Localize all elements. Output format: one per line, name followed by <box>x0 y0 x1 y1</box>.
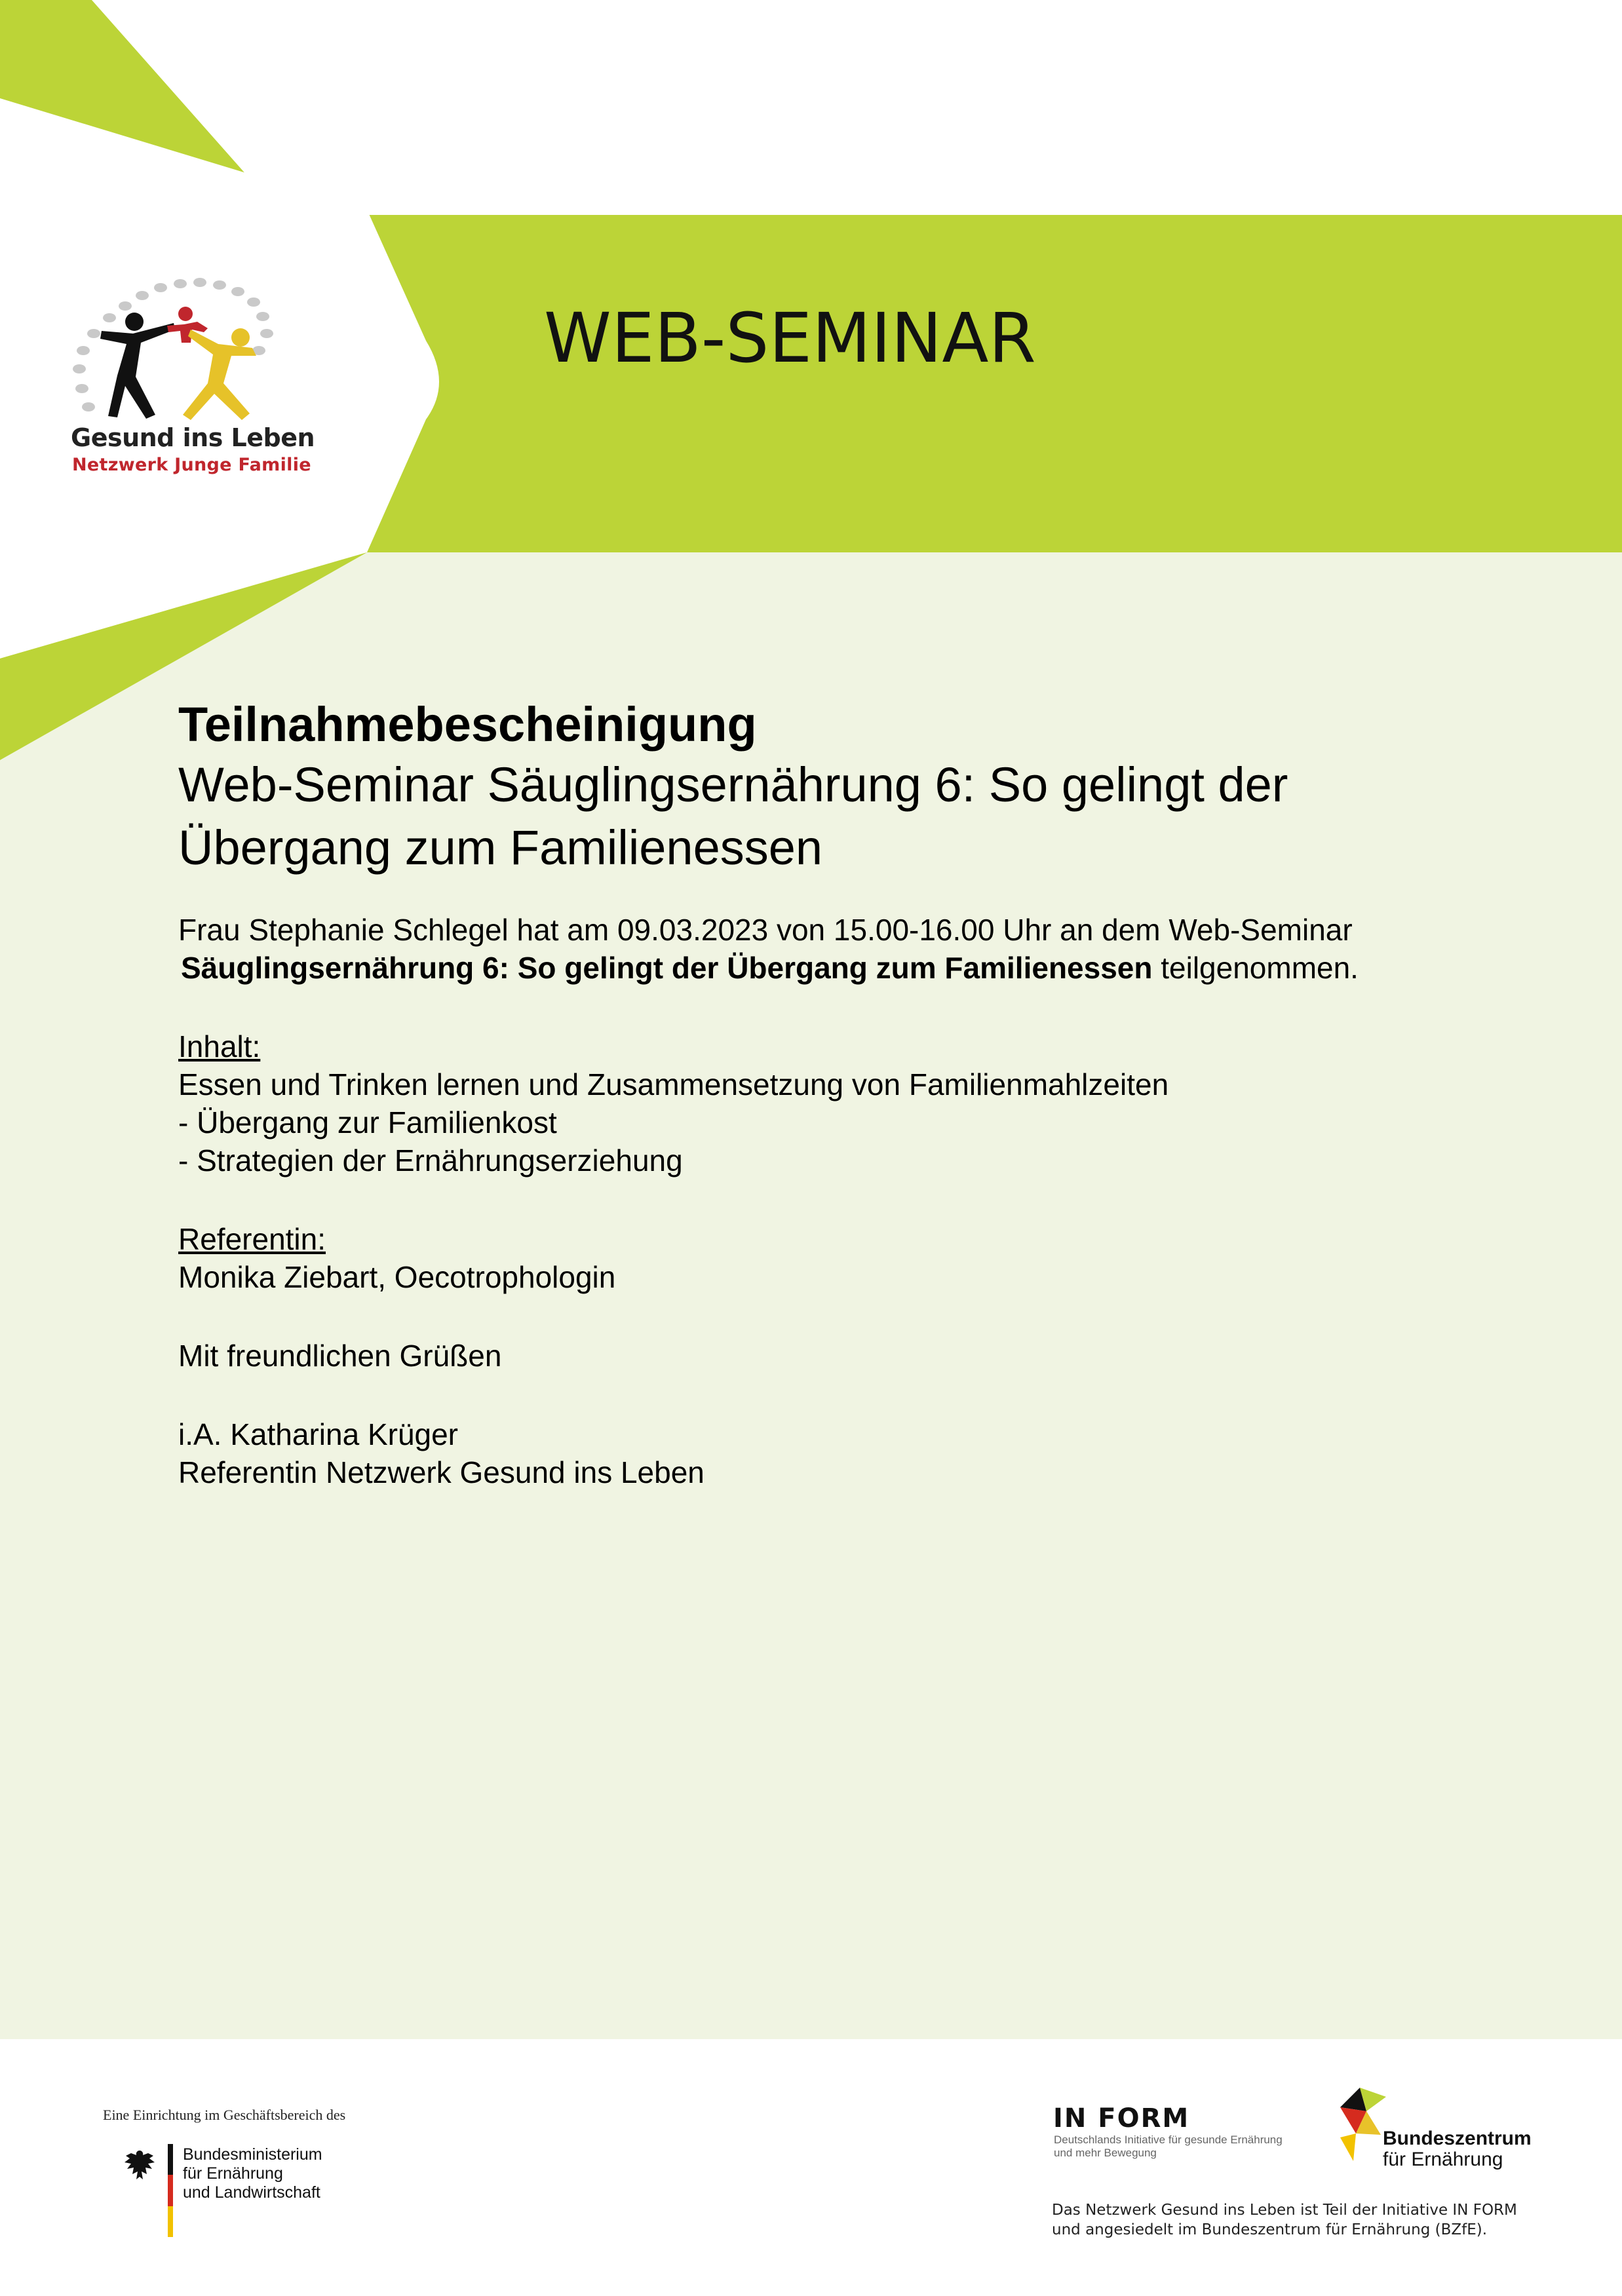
signature-section <box>178 1415 1489 1491</box>
attendance-statement <box>178 911 1489 987</box>
speaker-section <box>178 1220 1489 1296</box>
network-note-line-2: und angesiedelt im Bundeszentrum für Ernährung (BZfE). <box>1052 2221 1488 2238</box>
ministry-line-1: Bundesministerium <box>183 2145 322 2164</box>
content-label: Inhalt: <box>178 1029 261 1063</box>
speaker-name: Monika Ziebart, Oecotrophologin <box>178 1260 616 1294</box>
ministry-name <box>183 2145 322 2202</box>
seminar-title-line-2: Übergang zum Familienessen <box>178 820 823 875</box>
attendance-line-1: Frau Stephanie Schlegel hat am 09.03.2023 von 15.00-16.00 Uhr an dem Web-Seminar <box>178 913 1353 947</box>
federal-eagle-icon <box>123 2148 156 2185</box>
speaker-label: Referentin: <box>178 1222 326 1256</box>
logo-subtitle: Netzwerk Junge Familie <box>72 455 311 475</box>
seminar-name: Säuglingsernährung 6: So gelingt der Übergang zum Familienessen <box>181 951 1153 985</box>
content-section <box>178 1027 1489 1179</box>
inform-logo: IN FORM <box>1053 2103 1190 2133</box>
inform-tagline <box>1054 2133 1316 2160</box>
german-flag-bar <box>168 2144 173 2237</box>
signer-name: i.A. Katharina Krüger <box>178 1417 459 1451</box>
page-header-title: WEB-SEMINAR <box>544 298 1036 378</box>
inform-tagline-line-2: und mehr Bewegung <box>1054 2147 1157 2159</box>
seminar-title-line-1: Web-Seminar Säuglingsernährung 6: So gelingt der <box>178 757 1288 812</box>
closing-greeting: Mit freundlichen Grüßen <box>178 1339 502 1373</box>
network-note-line-1: Das Netzwerk Gesund ins Leben ist Teil der Initiative IN FORM <box>1052 2202 1517 2219</box>
bzfe-name <box>1383 2128 1532 2170</box>
certificate-body <box>178 696 1489 1491</box>
ministry-line-2: für Ernährung <box>183 2164 283 2183</box>
content-item: Essen und Trinken lernen und Zusammensetzung von Familienmahlzeiten <box>178 1067 1169 1101</box>
inform-tagline-line-1: Deutschlands Initiative für gesunde Ernährung <box>1054 2133 1283 2146</box>
bzfe-line-2: für Ernährung <box>1383 2149 1503 2170</box>
content-item: - Strategien der Ernährungserziehung <box>178 1143 683 1177</box>
ministry-line-3: und Landwirtschaft <box>183 2183 320 2202</box>
bzfe-line-1: Bundeszentrum <box>1383 2128 1532 2149</box>
attendance-suffix: teilgenommen. <box>1152 951 1359 985</box>
logo-title: Gesund ins Leben <box>71 423 315 452</box>
signer-role: Referentin Netzwerk Gesund ins Leben <box>178 1455 705 1489</box>
network-note <box>1052 2200 1517 2240</box>
content-item: - Übergang zur Familienkost <box>178 1105 557 1139</box>
attendance-line-2 <box>178 949 1489 987</box>
institution-label: Eine Einrichtung im Geschäftsbereich des <box>103 2107 346 2123</box>
closing-section <box>178 1337 1489 1375</box>
certificate-title: Teilnahmebescheinigung <box>178 697 757 752</box>
